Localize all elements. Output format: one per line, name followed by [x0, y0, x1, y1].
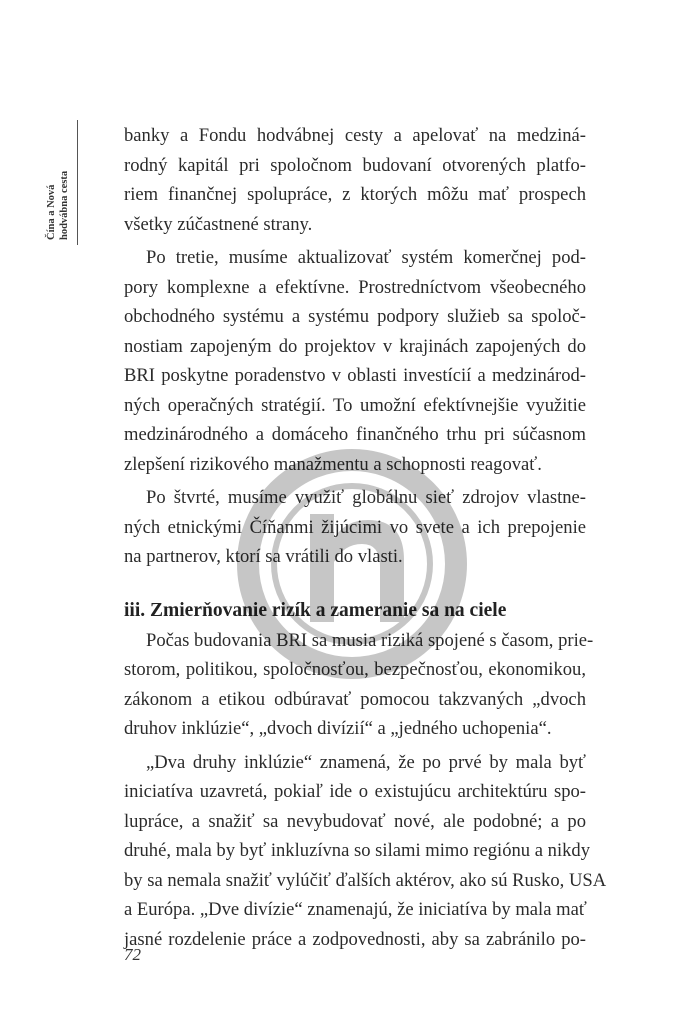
- paragraph-fourthly: [124, 483, 586, 572]
- text-line: zákonom a etikou odbúravať pomocou takzvaných „dvoch: [124, 688, 586, 710]
- text-line: obchodného systému a systému podpory služieb sa spoloč-: [124, 306, 586, 327]
- paragraph-two-inclusions: [124, 748, 607, 955]
- text-line: iniciatíva uzavretá, pokiaľ ide o existujúcu architektúru spo-: [124, 781, 586, 802]
- text-line: rodný kapitál pri spoločnom budovaní otvorených platfo-: [124, 154, 586, 176]
- running-header-rule: [77, 120, 78, 245]
- body-text: [124, 121, 607, 954]
- text-line: Po štvrté, musíme využiť globálnu sieť zdrojov vlastne-: [146, 487, 586, 508]
- text-line: BRI poskytne poradenstvo v oblasti investícií a medzinárod-: [124, 365, 586, 386]
- text-line: druhov inklúzie“, „dvoch divízií“ a „jedného uchopenia“.: [124, 718, 552, 739]
- text-line: lupráce, a snažiť sa nevybudovať nové, ale podobné; a po: [124, 810, 586, 832]
- paragraph-continuation: [124, 121, 586, 239]
- running-header-vertical: [44, 132, 72, 240]
- text-line: a Európa. „Dve divízie“ znamenajú, že iniciatíva by mala mať: [124, 899, 587, 920]
- text-line: riem finančnej spolupráce, z ktorých môžu mať prospech: [124, 184, 586, 205]
- text-line: „Dva druhy inklúzie“ znamená, že po prvé by mala byť: [146, 751, 586, 773]
- text-line: medzinárodného a domáceho finančného trhu pri súčasnom: [124, 424, 586, 445]
- text-line: zlepšení rizikového manažmentu a schopnosti reagovať.: [124, 453, 542, 475]
- text-line: druhé, mala by byť inkluzívna so silami mimo regiónu a nikdy: [124, 840, 590, 861]
- text-line: Po tretie, musíme aktualizovať systém komerčnej pod-: [146, 247, 586, 268]
- text-line: banky a Fondu hodvábnej cesty a apelovať na medziná-: [124, 125, 586, 146]
- text-line: ných operačných stratégií. To umožní efektívnejšie využitie: [124, 394, 586, 416]
- paragraph-risks: [124, 626, 594, 744]
- page-number: 72: [124, 945, 141, 964]
- paragraph-thirdly: [124, 243, 586, 479]
- text-line: nostiam zapojeným do projektov v krajinách zapojených do: [124, 335, 586, 357]
- text-line: všetky zúčastnené strany.: [124, 213, 313, 235]
- text-line: by sa nemala snažiť vylúčiť ďalších aktérov, ako sú Rusko, USA: [124, 869, 607, 891]
- text-line: Počas budovania BRI sa musia riziká spojené s časom, prie-: [146, 629, 594, 651]
- text-line: storom, politikou, spoločnosťou, bezpečnosťou, ekonomikou,: [124, 659, 586, 680]
- text-line: jasné rozdelenie práce a zodpovednosti, aby sa zabránilo po-: [124, 928, 586, 950]
- text-line: pory komplexne a efektívne. Prostredníctvom všeobecného: [124, 276, 586, 298]
- running-header-line-1: Čína a Nová: [45, 184, 57, 240]
- running-header-line-2: hodvábna cesta: [58, 170, 70, 240]
- text-line: na partnerov, ktorí sa vrátili do vlasti.: [124, 546, 403, 567]
- text-line: ných etnickými Číňanmi žijúcimi vo svete a ich prepojenie: [124, 516, 586, 538]
- section-heading: iii. Zmierňovanie rizík a zameranie sa na ciele: [124, 599, 507, 621]
